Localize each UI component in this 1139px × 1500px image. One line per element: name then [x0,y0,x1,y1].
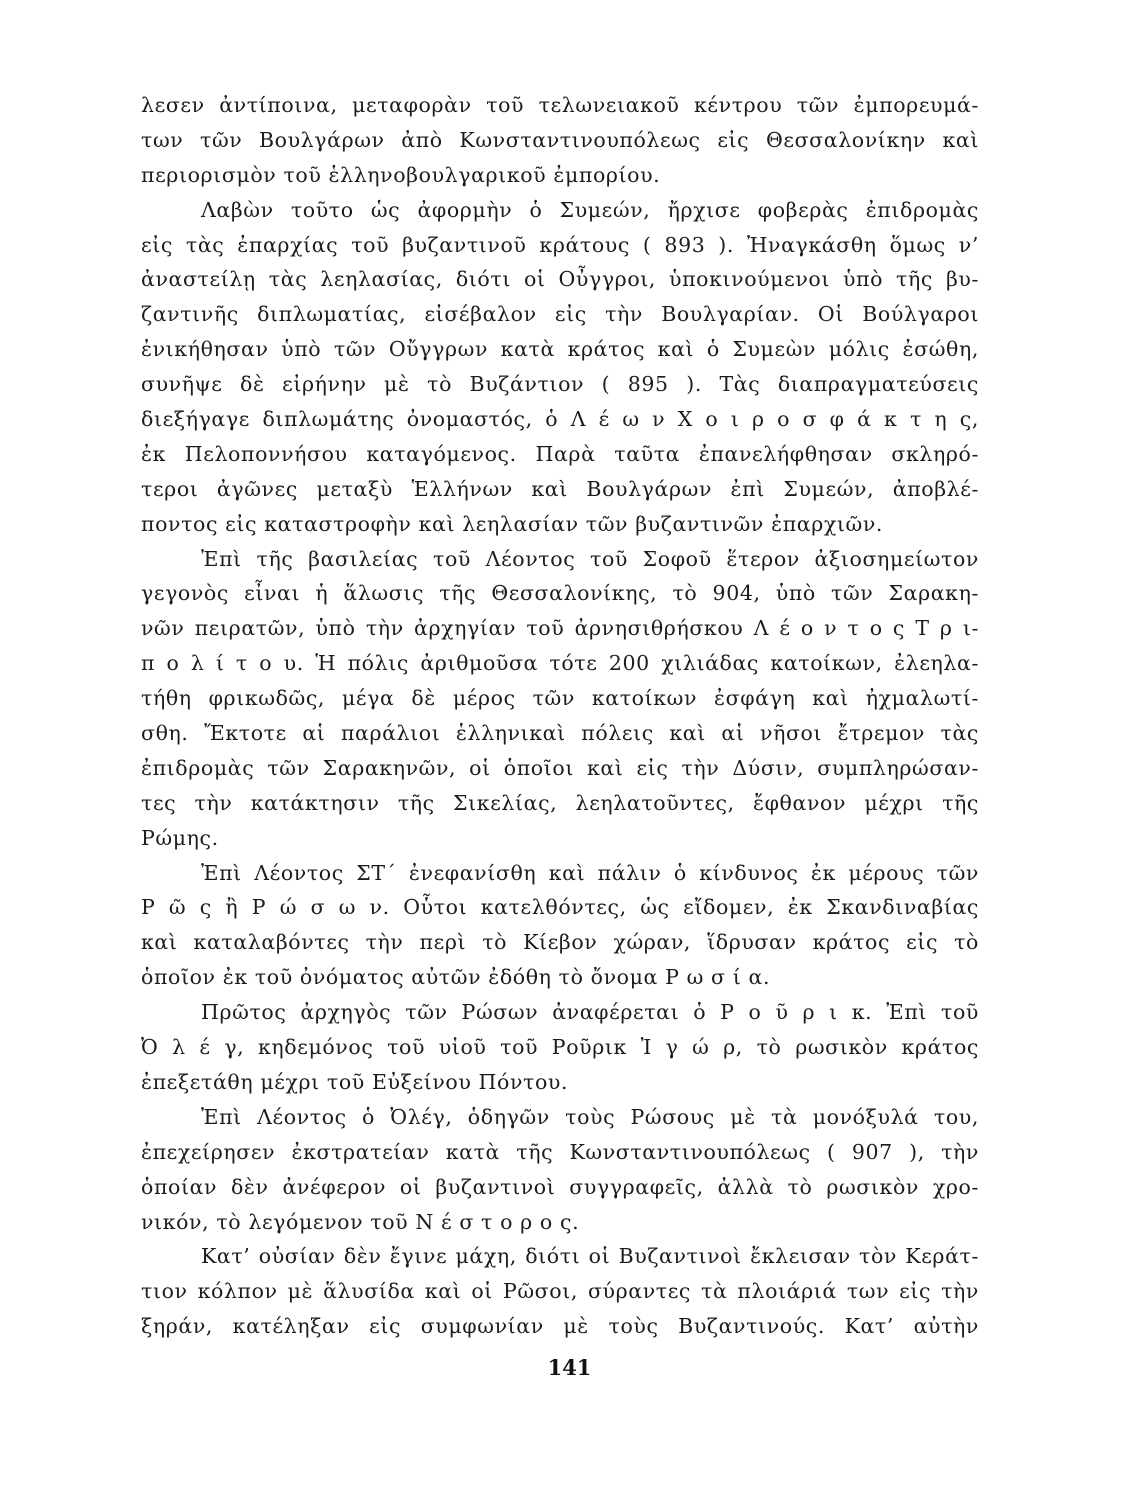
text-line: γεγονὸς εἶναι ἡ ἅλωσις τῆς Θεσσαλονίκης, τὸ 904, ὑπὸ τῶν Σαρακη- [141,581,979,606]
text-line: Λαβὼν τοῦτο ὡς ἀφορμὴν ὁ Συμεών, ἤρχισε φοβερὰς ἐπιδρομὰς [201,197,979,222]
text-line: νικόν, τὸ λεγόμενον τοῦ Ν έ σ τ ο ρ ο ς. [141,1209,580,1234]
text-line: λεσεν ἀντίποινα, μεταφορὰν τοῦ τελωνειακοῦ κέντρου τῶν ἐμπορευμά- [141,93,979,117]
text-line: ἐπεξετάθη μέχρι τοῦ Εὐξείνου Πόντου. [141,1069,569,1094]
text-line: π ο λ ί τ ο υ. Ἡ πόλις ἀριθμοῦσα τότε 200 χιλιάδας κατοίκων, ἐλεηλα- [141,651,979,676]
text-line: καὶ καταλαβόντες τὴν περὶ τὸ Κίεβον χώραν, ἵδρυσαν κράτος εἰς τὸ [141,930,979,955]
text-line: Κατ’ οὐσίαν δὲν ἔγινε μάχη, διότι οἱ Βυζαντινοὶ ἔκλεισαν τὸν Κεράτ- [201,1244,979,1269]
text-line: Ἐπὶ Λέοντος ὁ Ὀλέγ, ὁδηγῶν τοὺς Ρώσους μὲ τὰ μονόξυλά του, [201,1104,979,1129]
text-line: Ρώμης. [141,825,219,850]
text-line: ξηράν, κατέληξαν εἰς συμφωνίαν μὲ τοὺς Βυζαντινούς. Κατ’ αὐτὴν [141,1314,979,1339]
text-line: ἐπιδρομὰς τῶν Σαρακηνῶν, οἱ ὁποῖοι καὶ εἰς τὴν Δύσιν, συμπληρώσαν- [141,755,979,780]
text-line: σθη. Ἔκτοτε αἱ παράλιοι ἑλληνικαὶ πόλεις καὶ αἱ νῆσοι ἔτρεμον τὰς [141,721,979,746]
text-line: τες τὴν κατάκτησιν τῆς Σικελίας, λεηλατοῦντες, ἔφθανον μέχρι τῆς [141,790,979,815]
text-line: εἰς τὰς ἐπαρχίας τοῦ βυζαντινοῦ κράτους ( 893 ). Ἠναγκάσθη ὅμως ν’ [141,232,979,257]
text-line: Ὀ λ έ γ, κηδεμόνος τοῦ υἱοῦ τοῦ Ροῦρικ Ἰ γ ώ ρ, τὸ ρωσικὸν κράτος [141,1035,979,1060]
text-line: τεροι ἀγῶνες μεταξὺ Ἑλλήνων καὶ Βουλγάρων ἐπὶ Συμεών, ἀποβλέ- [141,476,979,501]
text-line: ζαντινῆς διπλωματίας, εἰσέβαλον εἰς τὴν Βουλγαρίαν. Οἱ Βούλγαροι [141,302,979,327]
text-line: ποντος εἰς καταστροφὴν καὶ λεηλασίαν τῶν βυζαντινῶν ἐπαρχιῶν. [141,511,884,536]
text-line: Ἐπὶ Λέοντος ΣΤ΄ ἐνεφανίσθη καὶ πάλιν ὁ κίνδυνος ἐκ μέρους τῶν [201,860,979,885]
text-line: διεξήγαγε διπλωμάτης ὀνομαστός, ὁ Λ έ ω ν Χ ο ι ρ ο σ φ ά κ τ η ς, [141,407,979,432]
text-line: ἐπεχείρησεν ἐκστρατείαν κατὰ τῆς Κωνσταντινουπόλεως ( 907 ), τὴν [141,1139,979,1164]
text-line: Ἐπὶ τῆς βασιλείας τοῦ Λέοντος τοῦ Σοφοῦ ἕτερον ἀξιοσημείωτον [201,546,979,571]
body-text [141,88,979,1344]
text-line: Πρῶτος ἀρχηγὸς τῶν Ρώσων ἀναφέρεται ὁ Ρ ο ῦ ρ ι κ. Ἐπὶ τοῦ [201,1000,979,1025]
text-line: Ρ ῶ ς ἢ Ρ ώ σ ω ν. Οὗτοι κατελθόντες, ὡς εἴδομεν, ἐκ Σκανδιναβίας [141,895,979,920]
text-line: νῶν πειρατῶν, ὑπὸ τὴν ἀρχηγίαν τοῦ ἀρνησιθρήσκου Λ έ ο ν τ ο ς Τ ρ ι- [141,616,979,641]
text-line: ἐνικήθησαν ὑπὸ τῶν Οὔγγρων κατὰ κράτος καὶ ὁ Συμεὼν μόλις ἐσώθη, [141,337,979,362]
text-line: περιορισμὸν τοῦ ἑλληνοβουλγαρικοῦ ἐμπορίου. [141,162,661,187]
text-line: τήθη φρικωδῶς, μέγα δὲ μέρος τῶν κατοίκων ἐσφάγη καὶ ἠχμαλωτί- [141,686,979,711]
text-line: ὁποίαν δὲν ἀνέφερον οἱ βυζαντινοὶ συγγραφεῖς, ἀλλὰ τὸ ρωσικὸν χρο- [141,1174,979,1199]
page-number: 141 [547,1355,592,1380]
text-line: ὁποῖον ἐκ τοῦ ὀνόματος αὐτῶν ἐδόθη τὸ ὄνομα Ρ ω σ ί α. [141,965,771,990]
text-line: ἀναστείλῃ τὰς λεηλασίας, διότι οἱ Οὖγγροι, ὑποκινούμενοι ὑπὸ τῆς βυ- [141,267,979,292]
text-line: ἐκ Πελοποννήσου καταγόμενος. Παρὰ ταῦτα ἐπανελήφθησαν σκληρό- [141,441,979,466]
text-line: των τῶν Βουλγάρων ἀπὸ Κωνσταντινουπόλεως εἰς Θεσσαλονίκην καὶ [141,127,979,152]
text-line: τιον κόλπον μὲ ἅλυσίδα καὶ οἱ Ρῶσοι, σύραντες τὰ πλοιάριά των εἰς τὴν [141,1279,979,1304]
text-line: συνῆψε δὲ εἰρήνην μὲ τὸ Βυζάντιον ( 895 ). Τὰς διαπραγματεύσεις [141,372,979,397]
